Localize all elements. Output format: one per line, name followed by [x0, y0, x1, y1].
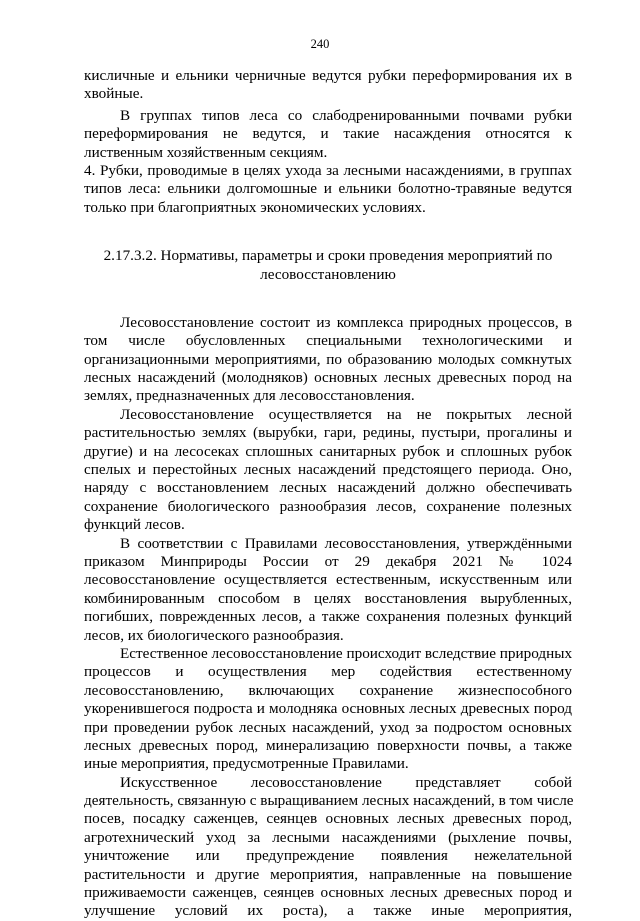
- text-line: растительностью землях (вырубки, гари, редины, пустыри, прогалины и: [84, 424, 572, 442]
- text-line: приказом Минприроды России от 29 декабря 2021 № 1024: [84, 552, 572, 570]
- text-line: лесов, их биологического разнообразия.: [84, 626, 344, 644]
- text-line: другие) и на лесосеках сплошных санитарных рубок и сплошных рубок: [84, 442, 572, 460]
- page-number: 240: [310, 37, 330, 51]
- text-line: только при благоприятных экономических условиях.: [84, 198, 426, 216]
- paragraph-lands: [84, 406, 572, 535]
- text-line: лесных древесных пород, минерализацию поверхности почвы, а также: [84, 736, 572, 754]
- text-line: при проведении рубок лесных насаждений, уход за подростом основных: [84, 718, 572, 736]
- text-line: В группах типов леса со слабодренированными почвами рубки: [120, 106, 572, 124]
- paragraph-rules: [84, 535, 572, 645]
- text-line: растительности и другие мероприятия, направленные на повышение: [84, 865, 572, 883]
- text-line: процессов и осуществления мер содействия естественному: [84, 663, 572, 681]
- text-line: хвойные.: [84, 85, 144, 103]
- text-line: организационными мероприятиями, по образованию молодых сомкнутых: [84, 350, 572, 368]
- text-line: наряду с восстановлением лесных насаждений должно обеспечивать: [84, 479, 572, 497]
- text-line: уничтожение или предупреждение появления нежелательной: [84, 847, 572, 865]
- text-line: типов леса: ельники долгомошные и ельники болотно-травяные ведутся: [84, 180, 572, 198]
- text-line: Естественное лесовосстановление происходит вследствие природных: [120, 644, 573, 662]
- text-line: комбинированным способом в целях восстановления вырубленных,: [84, 589, 572, 607]
- text-line: сохранение биологического разнообразия лесов, сохранение полезных: [84, 497, 572, 515]
- text-line: том числе обусловленных специальными технологическими и: [84, 332, 572, 350]
- text-line: улучшение условий их роста), а также иные мероприятия,: [84, 902, 572, 920]
- text-line: кисличные и ельники черничные ведутся рубки переформирования их в: [84, 67, 572, 84]
- section-heading: [84, 247, 572, 284]
- paragraph-natural: [84, 645, 572, 774]
- heading-line: лесовосстановлению: [260, 265, 396, 283]
- text-line: 4. Рубки, проводимые в целях ухода за лесными насаждениями, в группах: [84, 161, 572, 179]
- paragraph-item-4: [84, 162, 572, 217]
- text-line: спелых и перестойных лесных насаждений предстоящего периода. Оно,: [84, 461, 572, 479]
- text-line: Лесовосстановление осуществляется на не покрытых лесной: [120, 405, 572, 423]
- text-line: укоренившегося подроста и молодняка основных лесных древесных пород: [84, 700, 572, 718]
- text-line: агротехнический уход за лесными насаждениями (рыхление почвы,: [84, 828, 572, 846]
- text-line: лиственным хозяйственным секциям.: [84, 143, 328, 161]
- text-line: Искусственное лесовосстановление представляет собой: [120, 773, 572, 791]
- text-line: погибших, поврежденных лесов, а также сохранения полезных функций: [84, 608, 572, 626]
- text-line: В соответствии с Правилами лесовосстановления, утверждёнными: [120, 534, 572, 552]
- text-line: лесных насаждений (молодняков) основных лесных древесных пород на: [84, 369, 572, 387]
- text-line: посев, посадку саженцев, сеянцев основных лесных древесных пород,: [84, 810, 572, 828]
- text-line: переформирования не ведутся, и такие насаждения относятся к: [84, 125, 572, 143]
- text-line: деятельность, связанную с выращиванием лесных насаждений, в том числе: [84, 792, 574, 810]
- text-line: функций лесов.: [84, 516, 185, 534]
- text-line: иные мероприятия, предусмотренные Правилами.: [84, 755, 409, 773]
- paragraph-artificial: [84, 774, 572, 921]
- paragraph-drained-soils: [84, 107, 572, 162]
- page-content: [84, 67, 572, 921]
- paragraph-continuation: [84, 67, 572, 104]
- text-line: Лесовосстановление состоит из комплекса природных процессов, в: [120, 313, 572, 331]
- text-line: приживаемости саженцев, сеянцев основных лесных древесных пород и: [84, 884, 572, 902]
- text-line: лесовосстановление осуществляется естественным, искусственным или: [84, 571, 572, 589]
- paragraph-definition: [84, 314, 572, 406]
- text-line: землях, предназначенных для лесовосстановления.: [84, 387, 415, 405]
- heading-line: 2.17.3.2. Нормативы, параметры и сроки проведения мероприятий по: [103, 247, 553, 265]
- text-line: лесовосстановлению, включающих сохранение жизнеспособного: [84, 681, 572, 699]
